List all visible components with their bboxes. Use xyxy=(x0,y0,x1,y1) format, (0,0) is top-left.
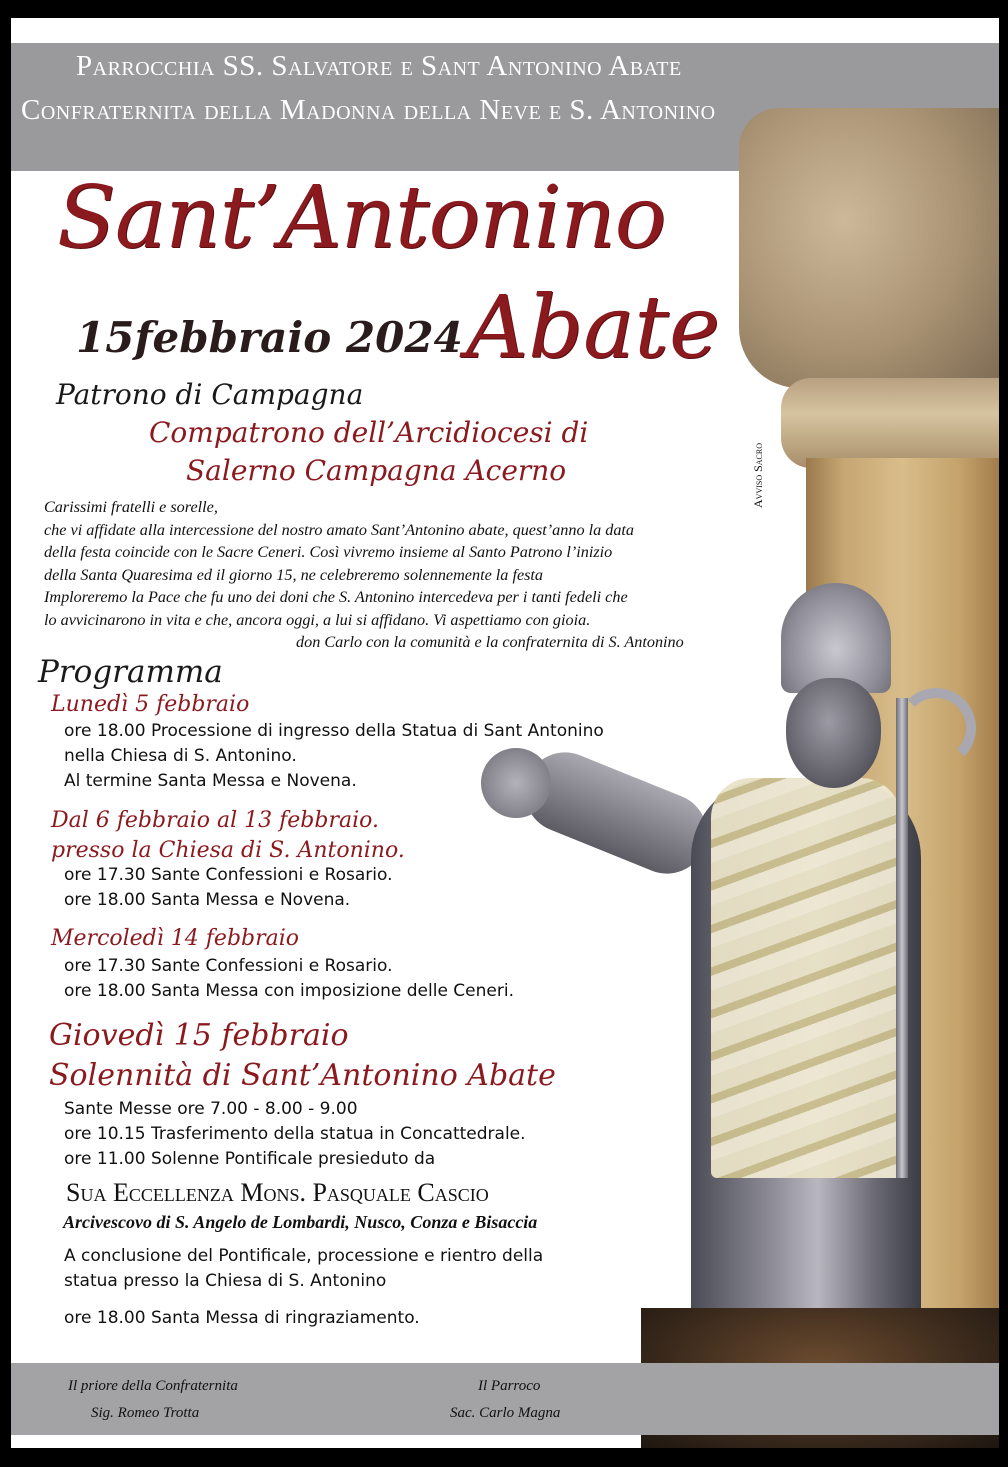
letter-line: Imploreremo la Pace che fu uno dei doni che S. Antonino intercedeva per i tanti fedeli che xyxy=(44,588,628,606)
patron-line: Patrono di Campagna xyxy=(56,378,364,411)
schedule-line: ore 18.00 Santa Messa di ringraziamento. xyxy=(64,1308,420,1328)
compatron-line: Compatrono dell’Arcidiocesi di xyxy=(149,416,589,449)
page-title: Sant’Antonino xyxy=(57,168,666,268)
footer-prior-role: Il priore della Confraternita xyxy=(68,1378,238,1394)
day-range-title: Dal 6 febbraio al 13 febbraio. xyxy=(51,808,379,833)
statue-stole-image xyxy=(711,778,901,1178)
schedule-line: ore 17.30 Sante Confessioni e Rosario. xyxy=(64,956,393,976)
footer-parish-priest-name: Sac. Carlo Magna xyxy=(450,1405,561,1421)
poster xyxy=(11,18,999,1448)
schedule-line: ore 18.00 Processione di ingresso della Statua di Sant Antonino xyxy=(64,721,604,741)
day-range-location: presso la Chiesa di S. Antonino. xyxy=(51,838,405,863)
page-title-second: Abate xyxy=(466,278,720,378)
footer-band xyxy=(11,1363,999,1435)
schedule-line: nella Chiesa di S. Antonino. xyxy=(64,746,297,766)
schedule-line: Al termine Santa Messa e Novena. xyxy=(64,771,357,791)
schedule-line: ore 11.00 Solenne Pontificale presieduto da xyxy=(64,1149,436,1169)
schedule-line: statua presso la Chiesa di S. Antonino xyxy=(64,1271,387,1291)
statue-head-image xyxy=(786,678,881,788)
schedule-line: ore 18.00 Santa Messa con imposizione delle Ceneri. xyxy=(64,981,514,1001)
day-wednesday-title: Mercoledì 14 febbraio xyxy=(51,926,300,951)
program-heading: Programma xyxy=(38,654,223,690)
diocese-line: Salerno Campagna Acerno xyxy=(186,454,567,487)
column-ring-image xyxy=(781,378,999,468)
schedule-line: ore 10.15 Trasferimento della statua in Concattedrale. xyxy=(64,1124,526,1144)
day-thursday-title: Giovedì 15 febbraio xyxy=(49,1018,349,1053)
crozier-staff-image xyxy=(896,698,908,1178)
letter-line: lo avvicinarono in vita e che, ancora oggi, a lui si affidano. Vi aspettiamo con gioia. xyxy=(44,610,591,629)
schedule-line: ore 18.00 Santa Messa e Novena. xyxy=(64,890,351,910)
event-date: 15febbraio 2024 xyxy=(76,313,463,362)
parish-name: Parrocchia SS. Salvatore e Sant Antonino Abate xyxy=(76,50,682,82)
column-capital-image xyxy=(739,108,999,388)
crozier-head-image xyxy=(896,688,976,768)
schedule-line: A conclusione del Pontificale, processione e rientro della xyxy=(64,1246,544,1266)
statue-hand-image xyxy=(481,748,551,818)
footer-parish-priest-role: Il Parroco xyxy=(478,1378,541,1394)
footer-prior-name: Sig. Romeo Trotta xyxy=(91,1405,200,1421)
prelate-name: Sua Eccellenza Mons. Pasquale Cascio xyxy=(66,1178,489,1207)
letter-line: della Santa Quaresima ed il giorno 15, ne celebreremo solennemente la festa xyxy=(44,565,544,584)
pastoral-letter xyxy=(44,496,804,654)
letter-line: Carissimi fratelli e sorelle, xyxy=(44,498,218,516)
prelate-role: Arcivescovo di S. Angelo de Lombardi, Nusco, Conza e Bisaccia xyxy=(63,1212,538,1232)
schedule-line: Sante Messe ore 7.00 - 8.00 - 9.00 xyxy=(64,1099,358,1119)
solemnity-title: Solennità di Sant’Antonino Abate xyxy=(49,1058,556,1093)
day-monday-title: Lunedì 5 febbraio xyxy=(51,692,250,717)
letter-line: della festa coincide con le Sacre Ceneri. Così vivremo insieme al Santo Patrono l’inizio xyxy=(44,543,613,561)
confraternity-name: Confraternita della Madonna della Neve e S. Antonino xyxy=(21,94,716,126)
avviso-sacro-label: Avviso Sacro xyxy=(751,442,765,508)
letter-line: che vi affidate alla intercessione del nostro amato Sant’Antonino abate, quest’anno la data xyxy=(44,520,635,539)
schedule-line: ore 17.30 Sante Confessioni e Rosario. xyxy=(64,865,393,885)
letter-signature: don Carlo con la comunità e la confraternita di S. Antonino xyxy=(296,633,684,651)
